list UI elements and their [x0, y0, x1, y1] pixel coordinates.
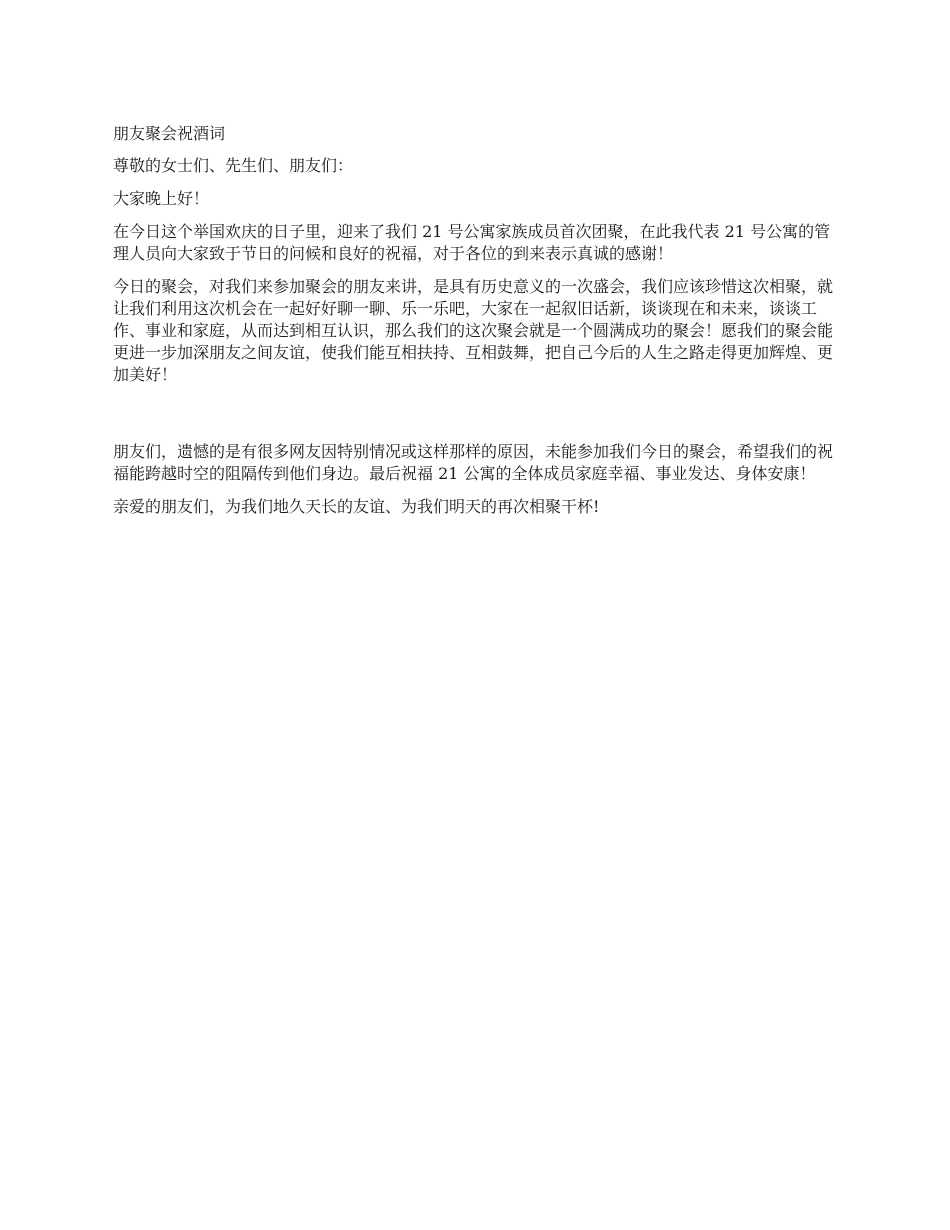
salutation: 尊敬的女士们、先生们、朋友们： [113, 156, 354, 175]
closing-toast: 亲爱的朋友们，为我们地久天长的友谊、为我们明天的再次相聚干杯! [113, 497, 600, 516]
blank-line [113, 397, 841, 441]
paragraph-meaning: 今日的聚会，对我们来参加聚会的朋友来讲，是具有历史意义的一次盛会，我们应该珍惜这次相聚，就让我们利用这次机会在一起好好聊一聊、乐一乐吧，大家在一起叙旧话新，谈谈现在和未来，谈谈工作、事业和家庭，从而达到相互认识，那么我们的这次聚会就是一个圆满成功的聚会！愿我们的聚会能更进一步加深朋友之间友谊，使我们能互相扶持、互相鼓舞，把自己今后的人生之路走得更加辉煌、更加美好！ [113, 277, 834, 384]
document-title: 朋友聚会祝酒词 [113, 124, 226, 143]
document-page [113, 123, 841, 529]
paragraph-absent-friends: 朋友们，遗憾的是有很多网友因特别情况或这样那样的原因，未能参加我们今日的聚会，希望我们的祝福能跨越时空的阻隔传到他们身边。最后祝福 21 公寓的全体成员家庭幸福、事业发达、身体安康！ [113, 442, 834, 483]
greeting: 大家晚上好！ [113, 189, 210, 208]
paragraph-welcome: 在今日这个举国欢庆的日子里，迎来了我们 21 号公寓家族成员首次团聚，在此我代表 21 号公寓的管理人员向大家致于节日的问候和良好的祝福，对于各位的到来表示真诚的感谢！ [113, 222, 831, 263]
